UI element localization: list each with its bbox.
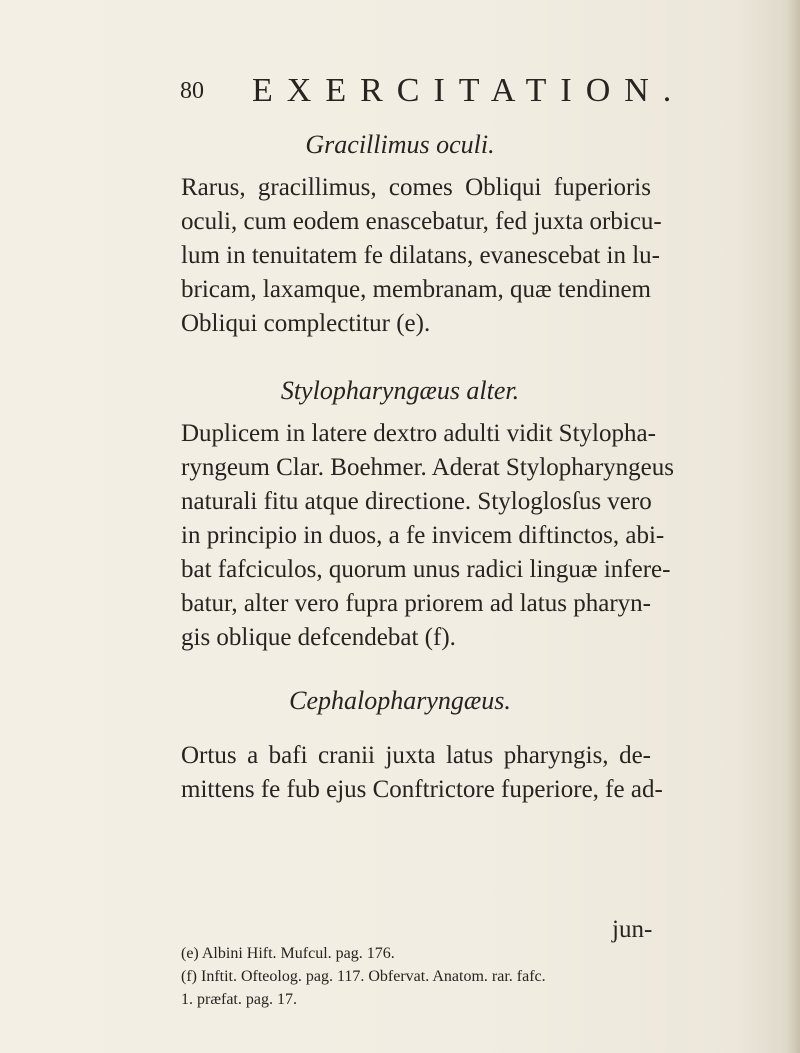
paragraph-gracillimus xyxy=(181,171,662,341)
footnote-e: (e) Albini Hift. Mufcul. pag. 176. xyxy=(181,945,395,962)
text-line: oculi, cum eodem enascebatur, fed juxta orbicu- xyxy=(181,208,662,235)
text-line: gis oblique defcendebat (f). xyxy=(181,624,456,651)
paragraph-stylopharyngaeus xyxy=(181,417,674,655)
running-head: EXERCITATION. xyxy=(252,72,686,109)
section-title-gracillimus: Gracillimus oculi. xyxy=(305,130,495,159)
text-line: bat fafciculos, quorum unus radici linguæ infere- xyxy=(181,556,671,583)
footnote-f-continued: 1. præfat. pag. 17. xyxy=(181,991,297,1008)
section-title-stylopharyngaeus: Stylopharyngæus alter. xyxy=(280,376,520,405)
text-line: batur, alter vero fupra priorem ad latus pharyn- xyxy=(181,590,651,617)
text-line: ryngeum Clar. Boehmer. Aderat Stylopharyngeus xyxy=(181,454,674,481)
text-line: mittens fe fub ejus Conftrictore fuperiore, fe ad- xyxy=(181,776,663,803)
text-line: Rarus, gracillimus, comes Obliqui fuperioris xyxy=(181,174,651,201)
text-line: naturali fitu atque directione. Styloglosſus vero xyxy=(181,488,652,515)
text-line: bricam, laxamque, membranam, quæ tendinem xyxy=(181,276,651,303)
page-number: 80 xyxy=(180,78,204,104)
footnote-f: (f) Inftit. Ofteolog. pag. 117. Obfervat. Anatom. rar. fafc. xyxy=(181,968,546,985)
text-line: Obliqui complectitur (e). xyxy=(181,310,431,337)
text-line: Duplicem in latere dextro adulti vidit Stylopha- xyxy=(181,420,656,447)
text-line: lum in tenuitatem fe dilatans, evanescebat in lu- xyxy=(181,242,661,269)
text-line: in principio in duos, a fe invicem diftinctos, abi- xyxy=(181,522,665,549)
footnotes xyxy=(181,942,651,1011)
text-line: Ortus a bafi cranii juxta latus pharyngis, de- xyxy=(181,742,651,769)
catchword: jun- xyxy=(612,916,653,943)
page-header xyxy=(180,72,686,112)
section-title-cephalopharyngaeus: Cephalopharyngæus. xyxy=(289,686,511,715)
paragraph-cephalopharyngaeus xyxy=(181,739,663,807)
